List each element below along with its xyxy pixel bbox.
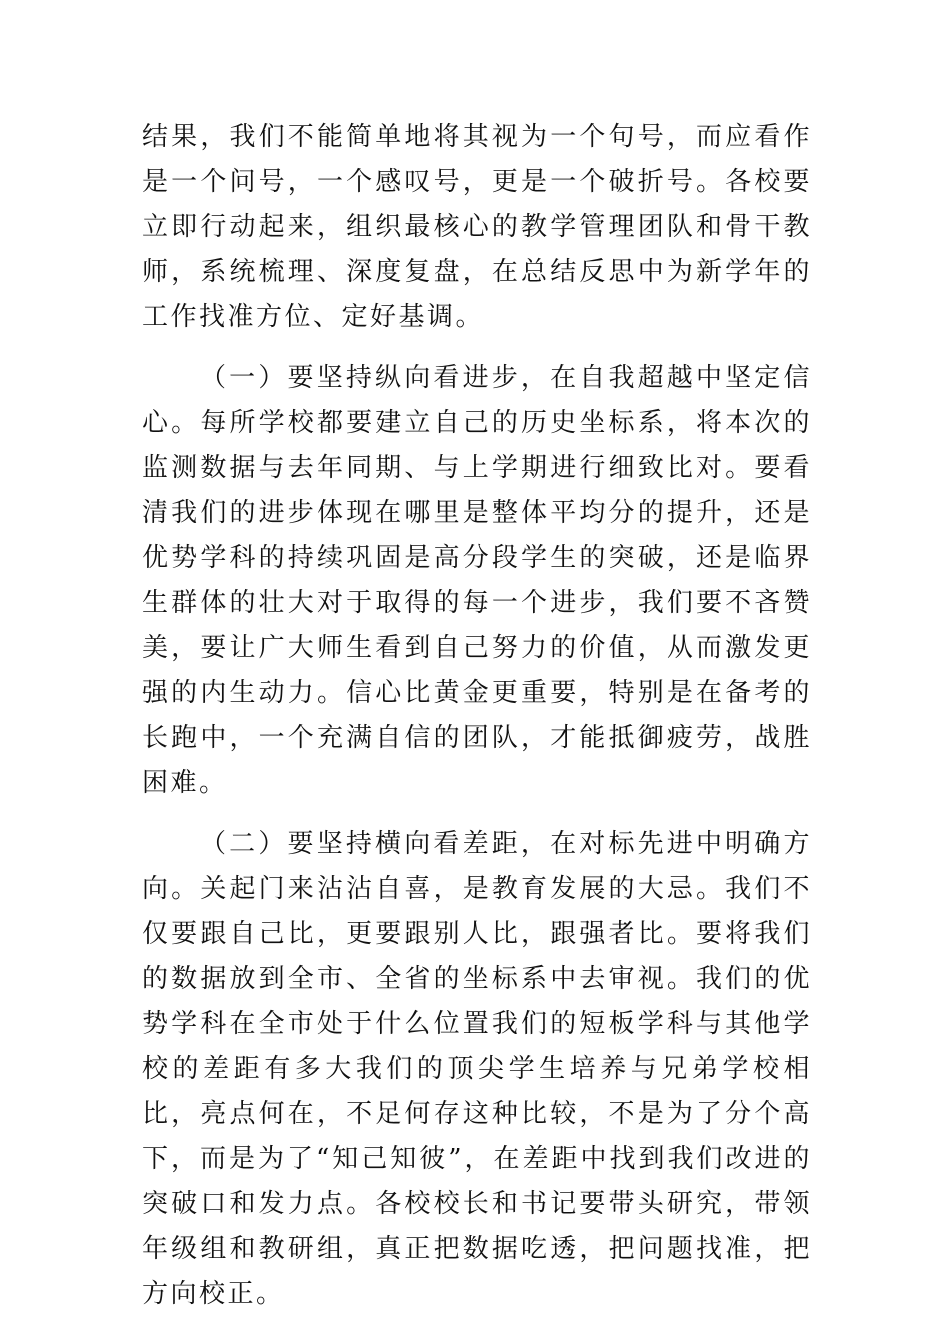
document-body: [142, 115, 812, 1333]
paragraph-section-one: （一）要坚持纵向看进步，在自我超越中坚定信心。每所学校都要建立自己的历史坐标系，将本次的监测数据与去年同期、与上学期进行细致比对。要看清我们的进步体现在哪里是整体平均分的提升，还是优势学科的持续巩固是高分段学生的突破，还是临界生群体的壮大对于取得的每一个进步，我们要不吝赞美，要让广大师生看到自己努力的价值，从而激发更强的内生动力。信心比黄金更重要，特别是在备考的长跑中，一个充满自信的团队，才能抵御疲劳，战胜困难。: [142, 363, 812, 798]
paragraph-section-two: （二）要坚持横向看差距，在对标先进中明确方向。关起门来沾沾自喜，是教育发展的大忌。我们不仅要跟自己比，更要跟别人比，跟强者比。要将我们的数据放到全市、全省的坐标系中去审视。我们的优势学科在全市处于什么位置我们的短板学科与其他学校的差距有多大我们的顶尖学生培养与兄弟学校相比，亮点何在，不足何存这种比较，不是为了分个高下，而是为了“知己知彼”，在差距中找到我们改进的突破口和发力点。各校校长和书记要带头研究，带领年级组和教研组，真正把数据吃透，把问题找准，把方向校正。: [142, 829, 812, 1309]
paragraph-continuation: 结果，我们不能简单地将其视为一个句号，而应看作是一个问号，一个感叹号，更是一个破折号。各校要立即行动起来，组织最核心的教学管理团队和骨干教师，系统梳理、深度复盘，在总结反思中为新学年的工作找准方位、定好基调。: [142, 122, 812, 332]
